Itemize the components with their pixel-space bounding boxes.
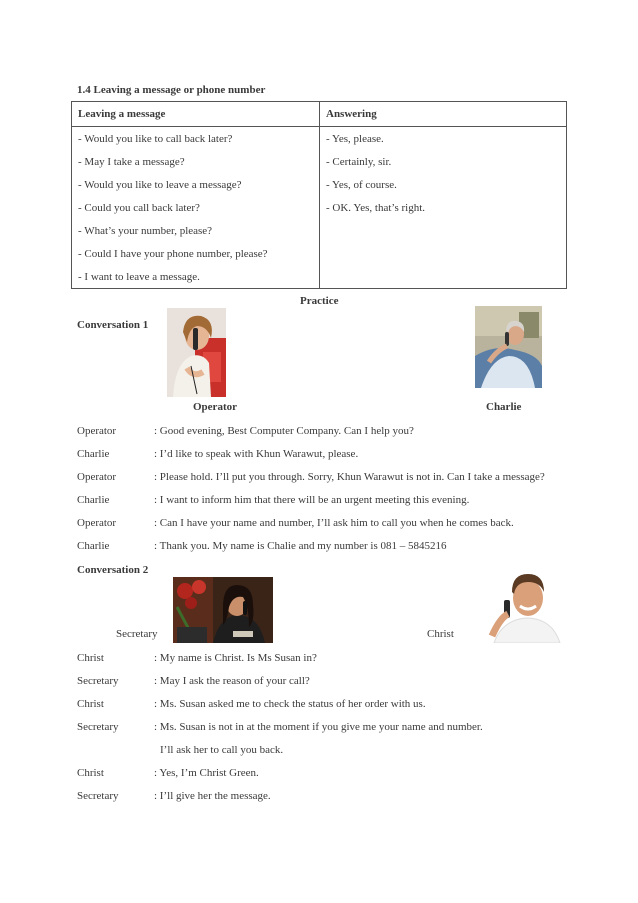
dialogue-text: : I’d like to speak with Khun Warawut, please. xyxy=(154,448,359,460)
practice-heading: Practice xyxy=(300,295,339,307)
table-cell-leaving: - May I take a message? xyxy=(78,156,185,168)
dialogue-speaker: Secretary xyxy=(77,675,119,687)
table-header-divider xyxy=(72,126,566,127)
dialogue-text: : Please hold. I’ll put you through. Sorry, Khun Warawut is not in. Can I take a message? xyxy=(154,471,545,483)
table-cell-leaving: - Could you call back later? xyxy=(78,202,200,214)
christ-photo xyxy=(480,570,568,643)
charlie-caption: Charlie xyxy=(486,401,522,413)
dialogue-text: : My name is Christ. Is Ms Susan in? xyxy=(154,652,317,664)
table-cell-answering: - Yes, of course. xyxy=(326,179,397,191)
table-cell-leaving: - Could I have your phone number, please? xyxy=(78,248,268,260)
dialogue-text: : Ms. Susan asked me to check the status of her order with us. xyxy=(154,698,426,710)
dialogue-speaker: Operator xyxy=(77,425,117,437)
table-cell-leaving: - I want to leave a message. xyxy=(78,271,200,283)
dialogue-text: : I want to inform him that there will be an urgent meeting this evening. xyxy=(154,494,470,506)
dialogue-speaker: Christ xyxy=(77,698,104,710)
dialogue-speaker: Secretary xyxy=(77,721,119,733)
dialogue-text: : Yes, I’m Christ Green. xyxy=(154,767,259,779)
dialogue-speaker: Operator xyxy=(77,471,117,483)
secretary-caption: Secretary xyxy=(116,628,158,640)
dialogue-speaker: Christ xyxy=(77,652,104,664)
dialogue-speaker: Charlie xyxy=(77,494,110,506)
table-header-answering: Answering xyxy=(326,108,377,120)
dialogue-text: : May I ask the reason of your call? xyxy=(154,675,310,687)
table-cell-leaving: - Would you like to leave a message? xyxy=(78,179,242,191)
dialogue-text-continued: I’ll ask her to call you back. xyxy=(160,744,284,756)
operator-caption: Operator xyxy=(193,401,237,413)
conversation-1-title: Conversation 1 xyxy=(77,319,149,331)
dialogue-speaker: Charlie xyxy=(77,540,110,552)
charlie-photo xyxy=(475,306,542,388)
dialogue-speaker: Charlie xyxy=(77,448,110,460)
dialogue-speaker: Operator xyxy=(77,517,117,529)
christ-caption: Christ xyxy=(427,628,454,640)
table-cell-leaving: - What’s your number, please? xyxy=(78,225,213,237)
table-header-leaving: Leaving a message xyxy=(78,108,166,120)
dialogue-speaker: Secretary xyxy=(77,790,119,802)
table-cell-answering: - Yes, please. xyxy=(326,133,384,145)
dialogue-text: : Good evening, Best Computer Company. Can I help you? xyxy=(154,425,414,437)
operator-photo xyxy=(167,308,226,397)
phrase-table xyxy=(71,101,567,289)
table-column-divider xyxy=(319,102,320,288)
conversation-2-title: Conversation 2 xyxy=(77,564,149,576)
section-title: 1.4 Leaving a message or phone number xyxy=(77,84,266,96)
dialogue-speaker: Christ xyxy=(77,767,104,779)
dialogue-text: : Thank you. My name is Chalie and my number is 081 – 5845216 xyxy=(154,540,447,552)
table-cell-answering: - Certainly, sir. xyxy=(326,156,392,168)
secretary-photo xyxy=(173,577,273,643)
dialogue-text: : I’ll give her the message. xyxy=(154,790,271,802)
dialogue-text: : Ms. Susan is not in at the moment if you give me your name and number. xyxy=(154,721,483,733)
dialogue-text: : Can I have your name and number, I’ll ask him to call you when he comes back. xyxy=(154,517,514,529)
table-cell-leaving: - Would you like to call back later? xyxy=(78,133,233,145)
table-cell-answering: - OK. Yes, that’s right. xyxy=(326,202,426,214)
